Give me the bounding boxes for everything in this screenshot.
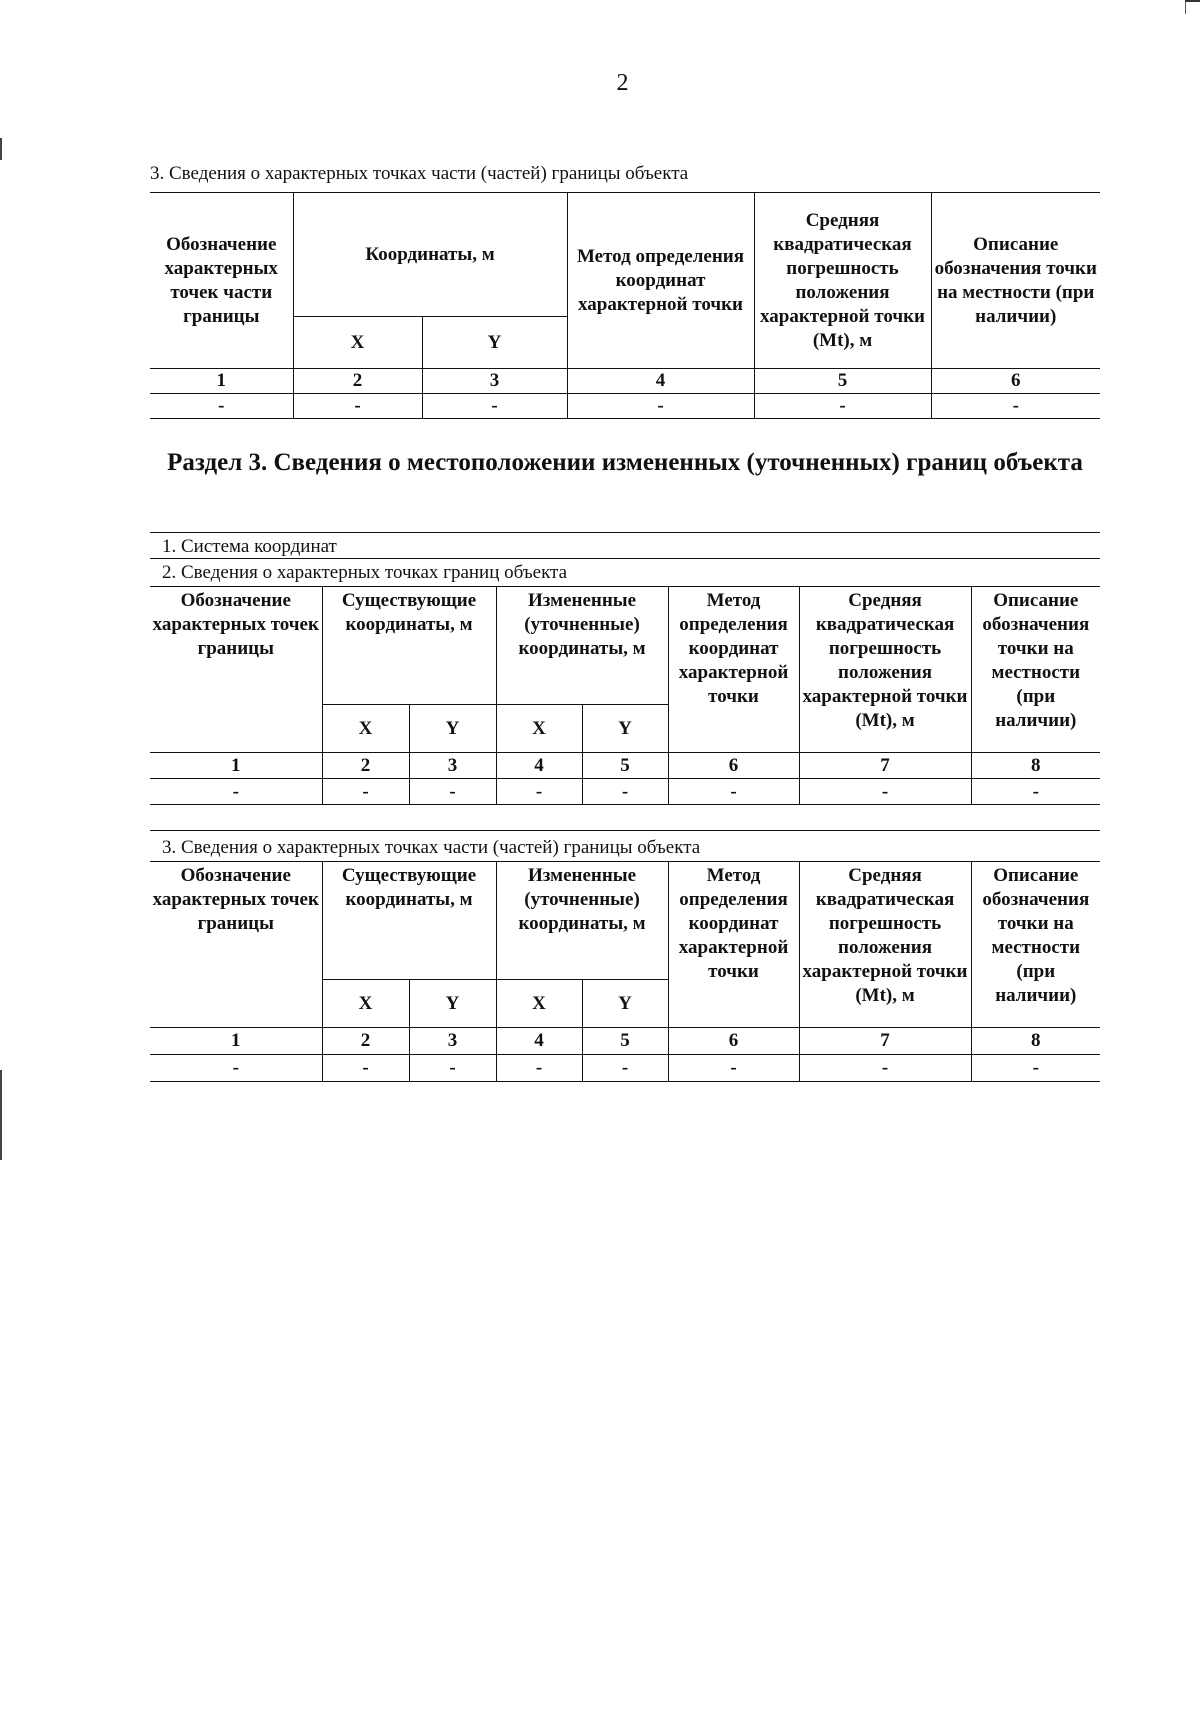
header-existing-y: Y [409, 980, 496, 1028]
table-cell: - [799, 779, 971, 805]
table-cell: - [293, 394, 422, 419]
column-number: 2 [293, 369, 422, 394]
column-number: 2 [322, 753, 409, 779]
margin-tick [0, 1070, 2, 1160]
column-number: 1 [150, 753, 322, 779]
table-cell: - [150, 1055, 322, 1082]
table-cell: - [422, 394, 567, 419]
table-cell: - [668, 779, 799, 805]
header-existing-y: Y [409, 705, 496, 753]
column-number: 8 [971, 753, 1100, 779]
column-number: 4 [496, 753, 582, 779]
header-y: Y [422, 317, 567, 369]
coordinate-system-label: 1. Система координат [162, 536, 337, 557]
header-error: Средняя квадратическая погрешность положения характерной точки (Mt), м [799, 862, 971, 1028]
header-existing-coordinates: Существующие координаты, м [322, 587, 496, 705]
header-description: Описание обозначения точки на местности (при наличии) [971, 587, 1100, 753]
column-number: 6 [668, 753, 799, 779]
table-cell: - [799, 1055, 971, 1082]
header-description: Описание обозначения точки на местности (при наличии) [931, 193, 1100, 369]
header-changed-coordinates: Измененные (уточненные) координаты, м [496, 862, 668, 980]
header-designation: Обозначение характерных точек границы [150, 587, 322, 753]
table-cell: - [971, 1055, 1100, 1082]
header-method: Метод определения координат характерной точки [668, 862, 799, 1028]
column-number: 2 [322, 1028, 409, 1055]
header-existing-coordinates: Существующие координаты, м [322, 862, 496, 980]
rule-line [150, 558, 1100, 559]
page-number: 2 [616, 70, 629, 96]
header-changed-y: Y [582, 705, 668, 753]
column-number: 7 [799, 753, 971, 779]
column-number: 3 [409, 1028, 496, 1055]
column-number: 5 [582, 1028, 668, 1055]
column-number: 4 [567, 369, 754, 394]
table-cell: - [150, 779, 322, 805]
column-number: 7 [799, 1028, 971, 1055]
boundary-table-caption: 2. Сведения о характерных точках границ объекта [162, 562, 568, 583]
table-cell: - [971, 779, 1100, 805]
part-table-1 [150, 192, 1100, 419]
column-number: 5 [754, 369, 931, 394]
part-table-2-caption: 3. Сведения о характерных точках части (частей) границы объекта [162, 837, 701, 858]
header-changed-y: Y [582, 980, 668, 1028]
table-cell: - [150, 394, 293, 419]
header-existing-x: X [322, 705, 409, 753]
column-number: 3 [409, 753, 496, 779]
table-cell: - [668, 1055, 799, 1082]
sheet-corner-mark [1185, 0, 1200, 14]
header-method: Метод определения координат характерной точки [567, 193, 754, 369]
header-designation: Обозначение характерных точек части границы [150, 193, 293, 369]
table-cell: - [496, 1055, 582, 1082]
table-cell: - [754, 394, 931, 419]
header-existing-x: X [322, 980, 409, 1028]
table-cell: - [409, 1055, 496, 1082]
column-number: 5 [582, 753, 668, 779]
column-number: 6 [931, 369, 1100, 394]
rule-line [150, 532, 1100, 533]
header-error: Средняя квадратическая погрешность положения характерной точки (Mt), м [799, 587, 971, 753]
header-description: Описание обозначения точки на местности (при наличии) [971, 862, 1100, 1028]
table-cell: - [322, 1055, 409, 1082]
column-number: 1 [150, 1028, 322, 1055]
header-coordinates: Координаты, м [293, 193, 567, 317]
boundary-table [150, 586, 1100, 805]
column-number: 8 [971, 1028, 1100, 1055]
header-changed-x: X [496, 980, 582, 1028]
table-cell: - [582, 1055, 668, 1082]
header-method: Метод определения координат характерной точки [668, 587, 799, 753]
header-x: X [293, 317, 422, 369]
header-changed-x: X [496, 705, 582, 753]
header-changed-coordinates: Измененные (уточненные) координаты, м [496, 587, 668, 705]
table-cell: - [496, 779, 582, 805]
table-cell: - [931, 394, 1100, 419]
column-number: 1 [150, 369, 293, 394]
table-cell: - [409, 779, 496, 805]
margin-tick [0, 138, 2, 160]
table-cell: - [582, 779, 668, 805]
header-designation: Обозначение характерных точек границы [150, 862, 322, 1028]
column-number: 6 [668, 1028, 799, 1055]
table-cell: - [322, 779, 409, 805]
part-table-2 [150, 861, 1100, 1082]
part-table-1-caption: 3. Сведения о характерных точках части (частей) границы объекта [150, 163, 689, 184]
column-number: 3 [422, 369, 567, 394]
header-error: Средняя квадратическая погрешность положения характерной точки (Mt), м [754, 193, 931, 369]
section-title: Раздел 3. Сведения о местоположении измененных (уточненных) границ объекта [167, 449, 1083, 476]
table-cell: - [567, 394, 754, 419]
rule-line [150, 830, 1100, 831]
column-number: 4 [496, 1028, 582, 1055]
